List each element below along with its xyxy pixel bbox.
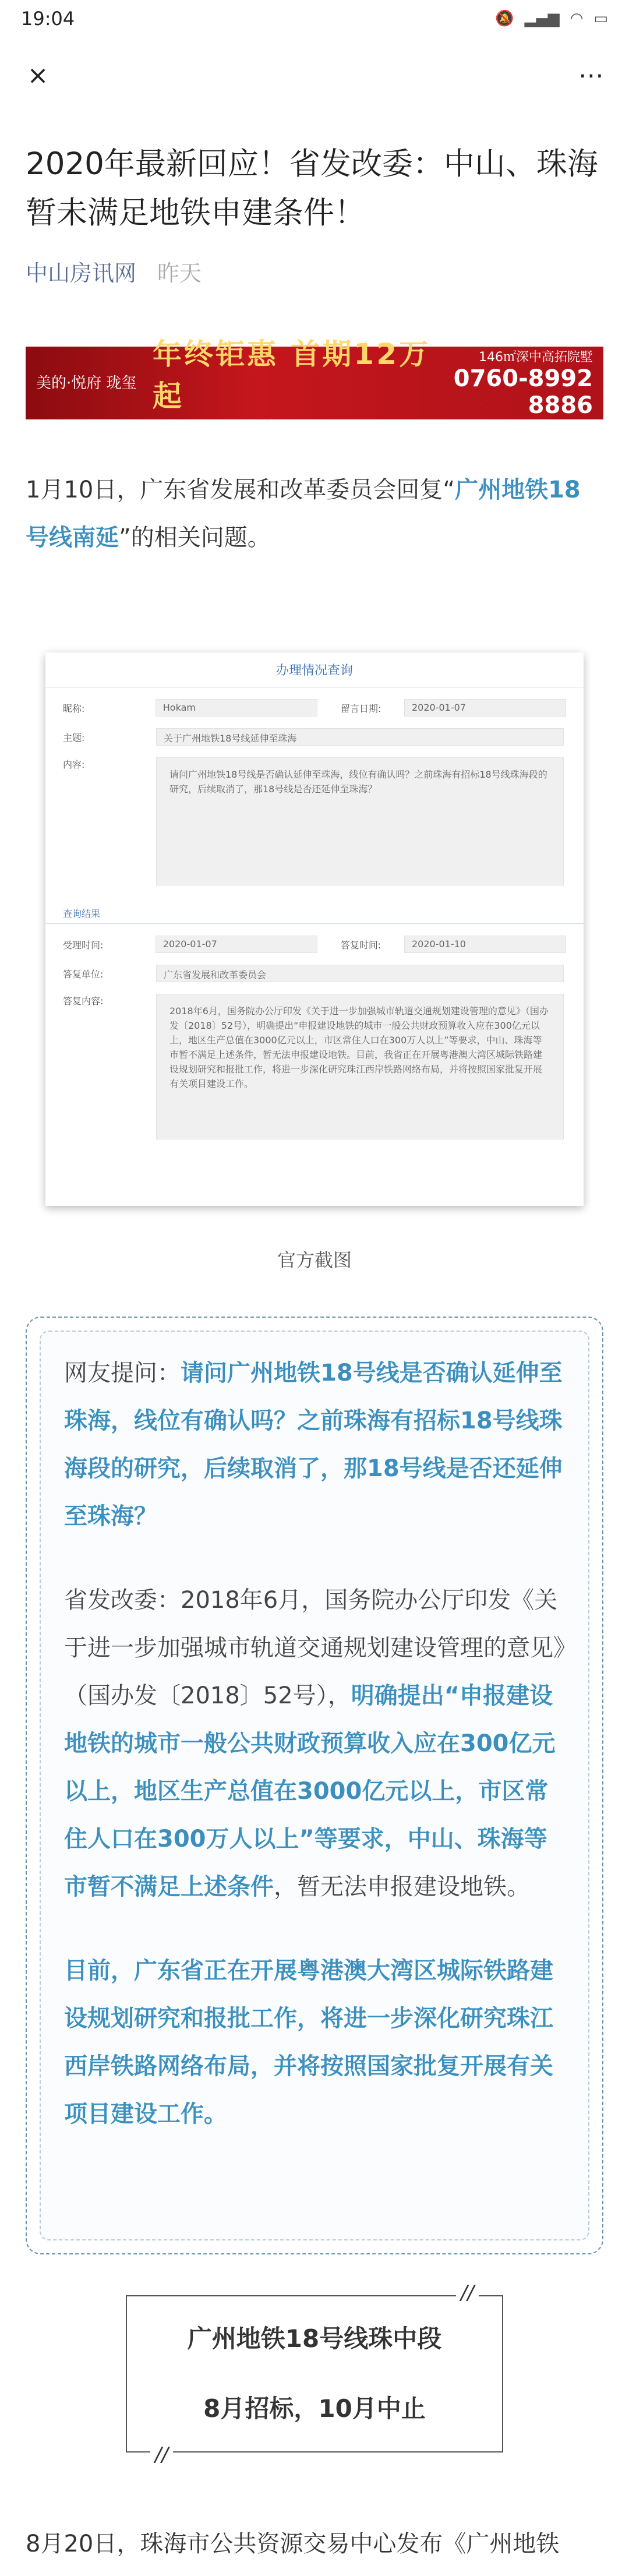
reply-label: 答复内容:	[63, 996, 104, 1007]
deco-slash-bottom: //	[150, 2443, 173, 2466]
article-time: 昨天	[157, 260, 202, 286]
content-label: 内容:	[63, 759, 85, 770]
content-row	[63, 757, 566, 885]
qa-question-prefix: 网友提问：	[64, 1360, 181, 1386]
content-value: 请问广州地铁18号线是否确认延伸至珠海，线位有确认吗？之前珠海有招标18号线珠海段的研究，后续取消了，那18号线是否还延伸至珠海？	[156, 757, 564, 885]
reply-time-value: 2020-01-10	[404, 936, 566, 953]
qa-question	[64, 1349, 565, 1540]
tail-text: 8月20日，珠海市公共资源交易中心发布《广州地铁	[26, 2531, 560, 2557]
result-section-title: 查询结果	[45, 906, 584, 924]
unit-value: 广东省发展和改革委员会	[156, 965, 564, 982]
mute-icon: 🔕	[495, 10, 514, 27]
nav-bar	[0, 37, 629, 113]
article-title: 2020年最新回应！省发改委：中山、珠海暂未满足地铁申建条件！	[26, 146, 598, 231]
reply-time-label: 答复时间:	[340, 939, 381, 951]
unit-row	[63, 965, 566, 982]
ad-headline: 年终钜惠 首期12万起	[153, 337, 430, 413]
close-icon[interactable]: ×	[27, 60, 49, 90]
qa-answer	[64, 1576, 565, 1911]
section-subtitle: 8月招标，10月中止	[203, 2394, 426, 2423]
section-title: 广州地铁18号线珠中段	[187, 2324, 442, 2353]
more-icon[interactable]: ⋯	[578, 60, 604, 90]
ad-phone: 0760-8992 8886	[453, 365, 593, 419]
ad-banner[interactable]	[26, 337, 603, 435]
msg-date-value: 2020-01-07	[404, 699, 566, 717]
battery-icon: ▭	[593, 10, 608, 27]
reply-value: 2018年6月，国务院办公厅印发《关于进一步加强城市轨道交通规划建设管理的意见》（国办发〔2018〕52号），明确提出“申报建设地铁的城市一般公共财政预算收入应在300亿元以上，地区生产总值在3000亿元以上，市区常住人口在300万人以上”等要求，中山、珠海等市暂不满足上述条件，暂无法申报建设地铁。目前，我省正在开展粤港澳大湾区城际铁路建设规划研究和报批工作，将进一步深化研究珠江西岸铁路网络布局，并将按照国家批复开展有关项目建设工作。	[156, 994, 564, 1139]
article-header	[26, 140, 603, 287]
wifi-icon: ◠	[570, 10, 584, 27]
unit-label: 答复单位:	[63, 968, 104, 980]
ad-subline: 92~120㎡临江低密智慧美宅	[153, 418, 335, 435]
ad-main	[153, 331, 441, 435]
official-screenshot	[45, 652, 584, 1206]
qa-paragraph-3: 目前，广东省正在开展粤港澳大湾区城际铁路建设规划研究和报批工作，将进一步深化研究珠江西岸铁路网络布局，并将按照国家批复开展有关项目建设工作。	[64, 1957, 553, 2127]
msg-date-label: 留言日期:	[340, 703, 381, 714]
subject-label: 主题:	[63, 732, 85, 743]
status-time: 19:04	[21, 8, 75, 30]
deco-slash-top: //	[456, 2281, 479, 2305]
reply-row	[63, 994, 566, 1139]
qa-inner	[40, 1331, 589, 2240]
accept-label: 受理时间:	[63, 939, 104, 951]
accept-row	[63, 936, 566, 953]
intro-highlight: 广州地铁18号线南延	[26, 477, 581, 551]
screenshot-title: 办理情况查询	[45, 652, 584, 687]
qa-answer-suffix: ，暂无法申报建设地铁。	[274, 1873, 530, 1900]
subject-value: 关于广州地铁18号线延伸至珠海	[156, 728, 564, 746]
intro-text-after: ”的相关问题。	[119, 524, 271, 551]
subject-row	[63, 728, 566, 746]
section-heading-box	[126, 2281, 503, 2466]
nickname-row	[63, 699, 566, 717]
nickname-label: 昵称:	[63, 703, 85, 714]
article-source-link[interactable]: 中山房讯网	[26, 260, 137, 286]
ad-right	[441, 347, 593, 419]
signal-icon: ▂▄▆	[524, 10, 560, 27]
nickname-value: Hokam	[156, 699, 317, 717]
qa-question-text: 请问广州地铁18号线是否确认延伸至珠海，线位有确认吗？之前珠海有招标18号线珠海段的研究，后续取消了，那18号线是否还延伸至珠海？	[64, 1360, 563, 1530]
intro-text-before: 1月10日，广东省发展和改革委员会回复“	[26, 477, 455, 503]
qa-box	[26, 1317, 603, 2254]
article-meta	[26, 255, 603, 287]
screenshot-caption: 官方截图	[277, 1249, 352, 1271]
accept-value: 2020-01-07	[156, 936, 317, 953]
status-icons	[495, 10, 608, 27]
qa-answer-prefix: 省发改委：2018年6月，国务院办公厅印发《关于进一步加强城市轨道交通规划建设管理的意见》（国办发〔2018〕52号），	[64, 1587, 565, 1709]
ad-brand: 美的·悦府 珑玺	[36, 374, 137, 392]
tail-paragraph	[26, 2520, 603, 2568]
ad-tag: 146㎡深中高拓院墅	[479, 350, 593, 365]
status-bar	[0, 0, 629, 37]
intro-paragraph	[26, 466, 603, 562]
qa-answer-highlight: 明确提出“申报建设地铁的城市一般公共财政预算收入应在300亿元以上，地区生产总值在3000亿元以上，市区常住人口在300万人以上”等要求，中山、珠海等市暂不满足上述条件	[64, 1682, 556, 1900]
